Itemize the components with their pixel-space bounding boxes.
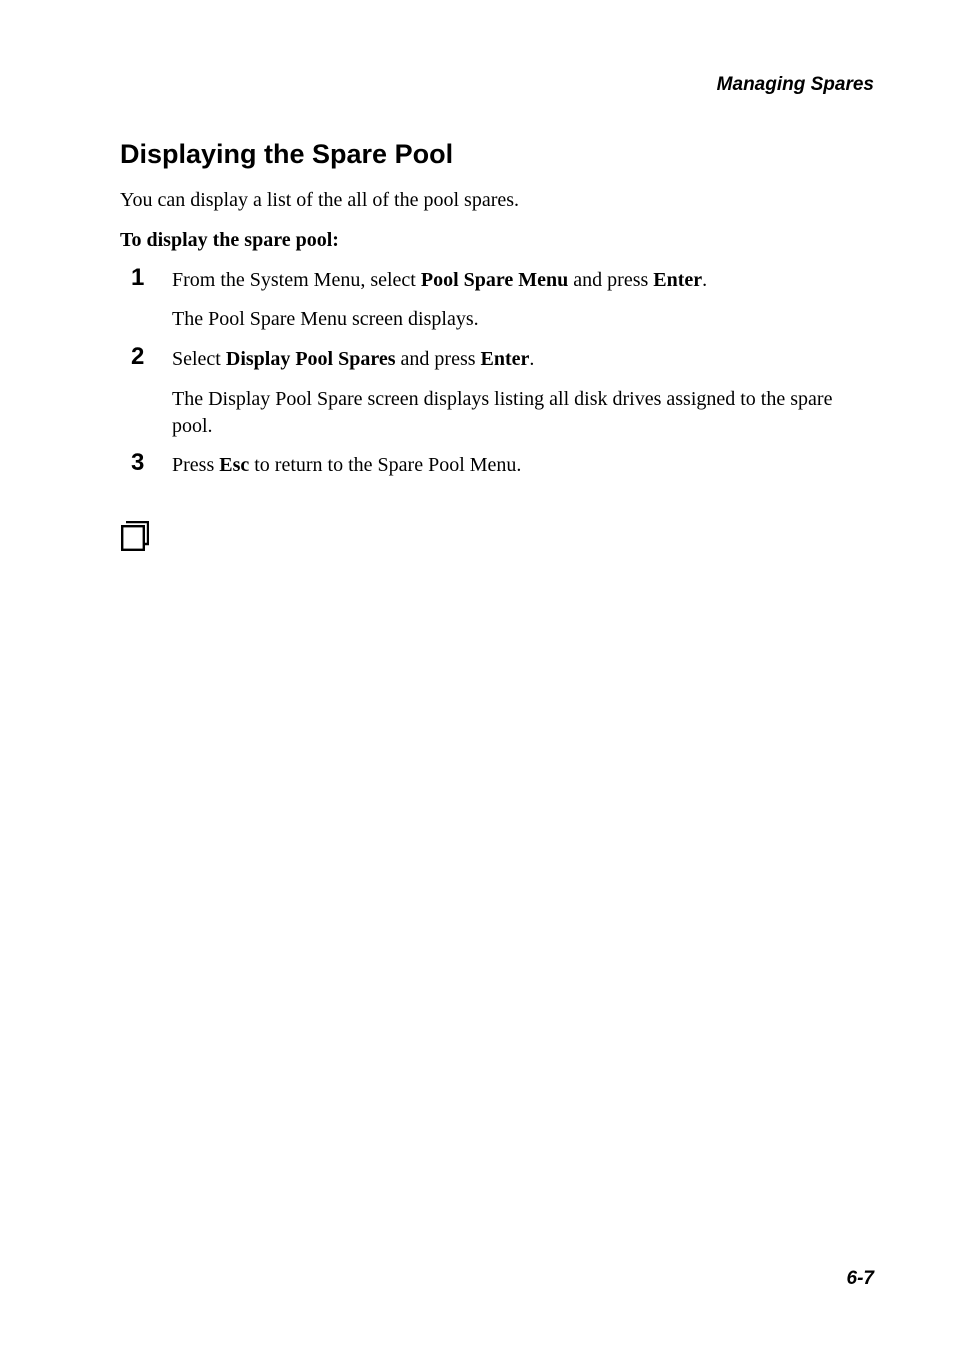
intro-paragraph: You can display a list of the all of the pool spares. xyxy=(120,189,520,211)
running-header: Managing Spares xyxy=(716,74,874,95)
step-2-instruction xyxy=(172,346,872,373)
step-1-number: 1 xyxy=(131,264,145,291)
page-number: 6-7 xyxy=(846,1268,874,1289)
step-1-text-b: and press xyxy=(568,269,654,291)
step-3-number: 3 xyxy=(131,449,145,476)
step-1-text-a: From the System Menu, select xyxy=(172,269,421,291)
step-2-text-a: Select xyxy=(172,348,226,370)
step-1-menu-name: Pool Spare Menu xyxy=(420,269,569,291)
step-3-text-a: Press xyxy=(172,454,220,476)
step-1-text-c: . xyxy=(702,269,708,291)
step-1-result: The Pool Spare Menu screen displays. xyxy=(172,308,479,330)
step-1-instruction xyxy=(172,267,872,294)
step-2-key-name: Enter xyxy=(480,348,530,370)
step-3-instruction xyxy=(172,452,872,479)
step-3-key-name: Esc xyxy=(219,454,250,476)
step-2-text-c: . xyxy=(529,348,535,370)
step-2-text-b: and press xyxy=(395,348,481,370)
section-title: Displaying the Spare Pool xyxy=(120,139,454,169)
step-2-menu-name: Display Pool Spares xyxy=(225,348,396,370)
step-2-number: 2 xyxy=(131,343,145,370)
step-2-result: The Display Pool Spare screen displays listing all disk drives assigned to the spare pool. xyxy=(172,388,833,437)
step-3-text-b: to return to the Spare Pool Menu. xyxy=(249,454,522,476)
procedure-heading: To display the spare pool: xyxy=(120,229,339,251)
step-1-key-name: Enter xyxy=(653,269,703,291)
end-of-section-box-icon xyxy=(121,521,149,551)
